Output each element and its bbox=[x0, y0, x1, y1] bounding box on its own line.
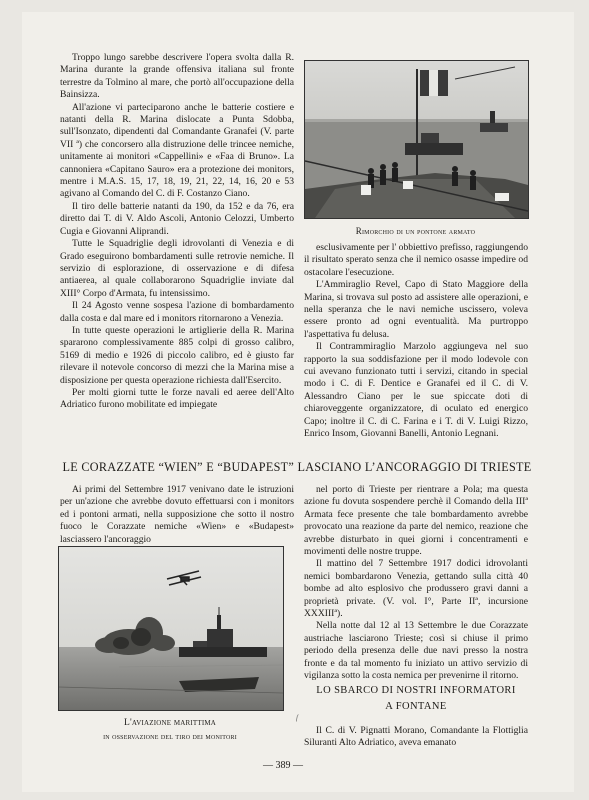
paragraph: Il 24 Agosto venne sospesa l'azione di bombardamento dalla costa e dal mare ed i monitors ritornarono a Venezia. bbox=[60, 300, 294, 324]
paragraph: esclusivamente per l' obbiettivo prefisso, raggiungendo il risultato sperato senza che il nemico osasse impedire od ostacolare l'esecuzione. bbox=[304, 242, 528, 278]
subheading-line1: LO SBARCO DI NOSTRI INFORMATORI bbox=[316, 685, 516, 696]
photo-aviation-observation bbox=[58, 546, 284, 711]
left-column-bottom bbox=[60, 484, 294, 546]
section-heading: LE CORAZZATE “WIEN” E “BUDAPEST” LASCIANO L’ANCORAGGIO DI TRIESTE bbox=[62, 460, 532, 474]
paragraph: Per molti giorni tutte le forze navali ed aeree dell'Alto Adriatico furono mobilitate ed impiegate bbox=[60, 386, 294, 411]
paragraph: Nella notte dal 12 al 13 Settembre le due Corazzate austriache lasciarono Trieste; così si chiuse il primo periodo della presenza delle due navi presso la nostra fronte e da tal momento fu iniziato un attivo servizio di vigilanza sotto la costa nemica per prevenirne il ritorno. bbox=[304, 620, 528, 682]
paragraph: Tutte le Squadriglie degli idrovolanti di Venezia e di Grado eseguirono bombardamenti sulle retrovie nemiche. Il servizio di esplorazione, di osservazione e di difesa antiaerea, al quale collaborarono Squadriglie inviate dal XIII° Corpo d'Armata, fu intensissimo. bbox=[60, 238, 294, 299]
paragraph: Ai primi del Settembre 1917 venivano date le istruzioni per un'azione che avrebbe dovuto effettuarsi con i monitors ed i pontoni armati, nella supposizione che sotto il nostro fuoco le Corazzate nemiche «Wien» e «Budapest» lasciassero l'ancoraggio bbox=[60, 484, 294, 545]
photo-towing-pontoon-image bbox=[305, 61, 528, 218]
photo-towing-pontoon-caption: Rimorchio di un pontone armato bbox=[355, 226, 476, 236]
left-column-top bbox=[60, 52, 294, 412]
photo-towing-pontoon bbox=[304, 60, 529, 219]
paragraph: L'Ammiraglio Revel, Capo di Stato Maggiore della Marina, si trovava sul posto ad assistere alle operazioni, e nella speranza che le navi nemiche uscissero, voleva essere pronto ad ogni eventualità. Ma purtroppo l'aspettativa fu delusa. bbox=[304, 279, 528, 340]
right-column-bottom bbox=[304, 484, 528, 683]
paragraph: Il Contrammiraglio Marzolo aggiungeva nel suo rapporto la sua soddisfazione per il modo lodevole con cui avevano funzionato tutti i servizi, citando in special modo i C. di F. Dentice e Granafei ed il C. di V. Alessandro Ciano per le sue spiccate doti di chiaroveggente organizzatore, di oculato ed energico Capo; inoltre il C. di C. Farina e i T. di V. Luigi Rizzo, Enrico Insom, Giovanni Banelli, Antonio Legnani. bbox=[304, 341, 528, 440]
photo-aviation-observation-image bbox=[59, 547, 283, 710]
paragraph: Il tiro delle batterie natanti da 190, da 152 e da 76, era diretto dai T. di V. Aldo Ascoli, Antonio Celozzi, Umberto Cugia e Giovanni Aliprandi. bbox=[60, 200, 294, 237]
paragraph: All'azione vi parteciparono anche le batterie costiere e natanti della R. Marina dislocate a Punta Sdobba, sull'Isonzato, dipendenti dal Comandante Granafei (V. parte VII ª) che concorsero alla distruzione delle trincee nemiche, unitamente ai monitori «Cappellini» e «Faa di Bruno». La cannoniera «Capitano Sauro» era a protezione dei monitors, mentre i M.A.S. 15, 17, 18, 19, 21, 22, 14, 16, 20 e 53 agivano al Comando del C. di F. Costanzo Ciano. bbox=[60, 101, 294, 200]
photo-aviation-caption-line2: in osservazione del tiro dei monitori bbox=[103, 732, 237, 741]
paragraph: Troppo lungo sarebbe descrivere l'opera svolta dalla R. Marina durante la grande offensiva italiana sul fronte terrestre da Tolmino al mare, che portò all'occupazione della Bainsizza. bbox=[60, 52, 294, 101]
margin-annotation: ſ bbox=[296, 714, 298, 722]
subheading-line2: A FONTANE bbox=[385, 701, 447, 712]
paragraph: Il C. di V. Pignatti Morano, Comandante la Flottiglia Siluranti Alto Adriatico, aveva emanato bbox=[304, 725, 528, 749]
right-column-top bbox=[304, 242, 528, 441]
paragraph: In tutte queste operazioni le artiglierie della R. Marina spararono complessivamente 885 colpi di grosso calibro, 5169 di medio e 1926 di piccolo calibro, ed è giusto far rilevare il notevole concorso di mezzi che la Marina mise a disposizione per questa operazione richiesta dall'Esercito. bbox=[60, 324, 294, 386]
photo-aviation-caption-line1: L'aviazione marittima bbox=[123, 718, 217, 728]
paragraph: nel porto di Trieste per rientrare a Pola; ma questa azione fu dovuta sospendere perchè il Comando della IIIª Armata fece presente che tale bombardamento avrebbe provocato una reazione da parte del nemico, reazione che avrebbe disturbato in quei giorni i concentramenti e movimenti delle nostre truppe. bbox=[304, 484, 528, 558]
paragraph: Il mattino del 7 Settembre 1917 dodici idrovolanti nemici bombardarono Venezia, gettando sulla città 40 bombe ad alto esplosivo che produssero gravi danni a proprietà private. (V. vol. I°, Parte IIª, incursione XXXIIIª). bbox=[304, 558, 528, 620]
right-column-last bbox=[304, 725, 528, 750]
page-number: — 389 — bbox=[263, 760, 303, 771]
